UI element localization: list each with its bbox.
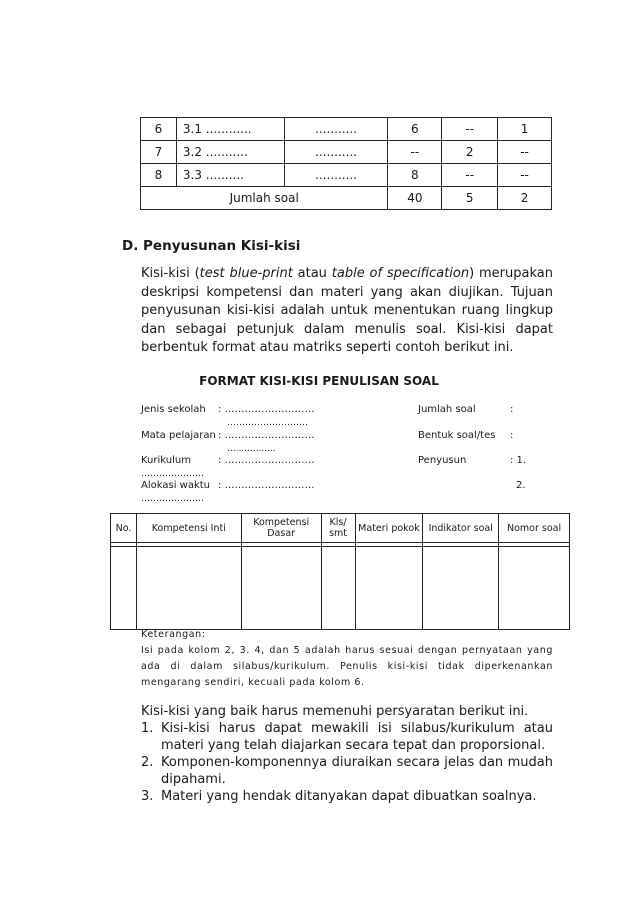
- col-header-materi-pokok: Materi pokok: [355, 514, 423, 543]
- field-extra: …………………: [141, 469, 204, 479]
- para-em-blueprint: test blue-print: [199, 266, 293, 281]
- row-count-c: 1: [498, 118, 552, 141]
- col-header-nomor-soal: Nomor soal: [499, 514, 570, 543]
- table-row: [141, 118, 552, 141]
- row-indikator: ...........: [284, 118, 388, 141]
- section-paragraph: [141, 265, 553, 358]
- requirements-block: [141, 703, 553, 805]
- field-label: Jenis sekolah: [141, 404, 206, 415]
- field-value: : 1.: [510, 455, 527, 466]
- col-header-no: No.: [111, 514, 137, 543]
- table-row: [141, 164, 552, 187]
- field-label: Penyusun: [418, 455, 467, 466]
- row-kd: 3.3 ..........: [176, 164, 284, 187]
- grid-header-row: [111, 514, 570, 543]
- grid-cell: [355, 547, 423, 630]
- total-a: 40: [388, 187, 442, 210]
- keterangan-text: Isi pada kolom 2, 3. 4, dan 5 adalah harus sesuai dengan pernyataan yang ada di dalam silabus/kurikulum. Penulis kisi-kisi tidak diperkenankan mengarang sendiri, kecuali pada kolom 6.: [141, 645, 553, 688]
- row-count-a: --: [388, 141, 442, 164]
- field-value: :: [510, 430, 514, 441]
- row-count-a: 6: [388, 118, 442, 141]
- total-label: Jumlah soal: [141, 187, 388, 210]
- format-grid: [110, 513, 570, 630]
- spec-table: [140, 117, 552, 210]
- keterangan-label: Keterangan:: [141, 629, 206, 640]
- row-count-c: --: [498, 141, 552, 164]
- para-em-table-spec: table of specification: [331, 266, 470, 281]
- row-count-a: 8: [388, 164, 442, 187]
- item-text: Komponen-komponennya diuraikan secara jelas dan mudah dipahami.: [161, 755, 553, 787]
- grid-body-row: [111, 547, 570, 630]
- keterangan-note: [141, 627, 553, 691]
- grid-cell: [499, 547, 570, 630]
- row-no: 8: [141, 164, 177, 187]
- field-value: : ………………………: [218, 455, 315, 466]
- grid-cell: [423, 547, 499, 630]
- field-label: Bentuk soal/tes: [418, 430, 496, 441]
- list-item: [141, 720, 553, 754]
- field-label: Alokasi waktu: [141, 480, 211, 491]
- field-extra: ………………………: [227, 418, 308, 428]
- section-heading: D. Penyusunan Kisi-kisi: [122, 238, 301, 254]
- grid-cell: [241, 547, 321, 630]
- field-value: : ………………………: [218, 404, 315, 415]
- requirements-intro: Kisi-kisi yang baik harus memenuhi persyaratan berikut ini.: [141, 704, 529, 719]
- row-indikator: ...........: [284, 141, 388, 164]
- item-text: Kisi-kisi harus dapat mewakili isi silabus/kurikulum atau materi yang telah diajarkan secara tepat dan proporsional.: [161, 721, 553, 753]
- field-value: : ………………………: [218, 430, 315, 441]
- col-header-kompetensi-inti: Kompetensi Inti: [136, 514, 241, 543]
- row-no: 7: [141, 141, 177, 164]
- row-no: 6: [141, 118, 177, 141]
- item-number: 1.: [141, 721, 154, 736]
- col-header-indikator-soal: Indikator soal: [423, 514, 499, 543]
- field-value: 2.: [516, 480, 526, 491]
- field-label: Kurikulum: [141, 455, 191, 466]
- field-label: Mata pelajaran: [141, 430, 216, 441]
- list-item: [141, 754, 553, 788]
- row-count-b: --: [442, 164, 498, 187]
- requirements-list: [141, 720, 553, 805]
- format-title: FORMAT KISI-KISI PENULISAN SOAL: [199, 374, 439, 388]
- table-row: [141, 141, 552, 164]
- field-value: :: [510, 404, 514, 415]
- item-number: 2.: [141, 755, 154, 770]
- col-header-kls-smt: Kls/ smt: [321, 514, 355, 543]
- para-mid: atau: [292, 266, 332, 281]
- para-end: ) merupakan deskripsi kompetensi dan materi yang akan diujikan. Tujuan penyusunan kisi-kisi adalah untuk menentukan ruang lingkup dan sebagai petunjuk dalam menulis soal. Kisi-kisi dapat berbentuk format atau matriks seperti contoh berikut ini.: [141, 266, 553, 355]
- total-row: [141, 187, 552, 210]
- item-number: 3.: [141, 789, 154, 804]
- field-value: : ………………………: [218, 480, 315, 491]
- total-b: 5: [442, 187, 498, 210]
- row-count-c: --: [498, 164, 552, 187]
- row-count-b: 2: [442, 141, 498, 164]
- grid-cell: [321, 547, 355, 630]
- field-extra: .................: [227, 444, 276, 454]
- grid-cell: [136, 547, 241, 630]
- col-header-kompetensi-dasar: Kompetensi Dasar: [241, 514, 321, 543]
- field-label: Jumlah soal: [418, 404, 476, 415]
- row-kd: 3.1 ............: [176, 118, 284, 141]
- list-item: [141, 788, 553, 805]
- grid-cell: [111, 547, 137, 630]
- field-extra: …………………: [141, 494, 204, 504]
- total-c: 2: [498, 187, 552, 210]
- row-indikator: ...........: [284, 164, 388, 187]
- row-kd: 3.2 ...........: [176, 141, 284, 164]
- row-count-b: --: [442, 118, 498, 141]
- para-start: Kisi-kisi (: [141, 266, 200, 281]
- item-text: Materi yang hendak ditanyakan dapat dibuatkan soalnya.: [161, 789, 537, 804]
